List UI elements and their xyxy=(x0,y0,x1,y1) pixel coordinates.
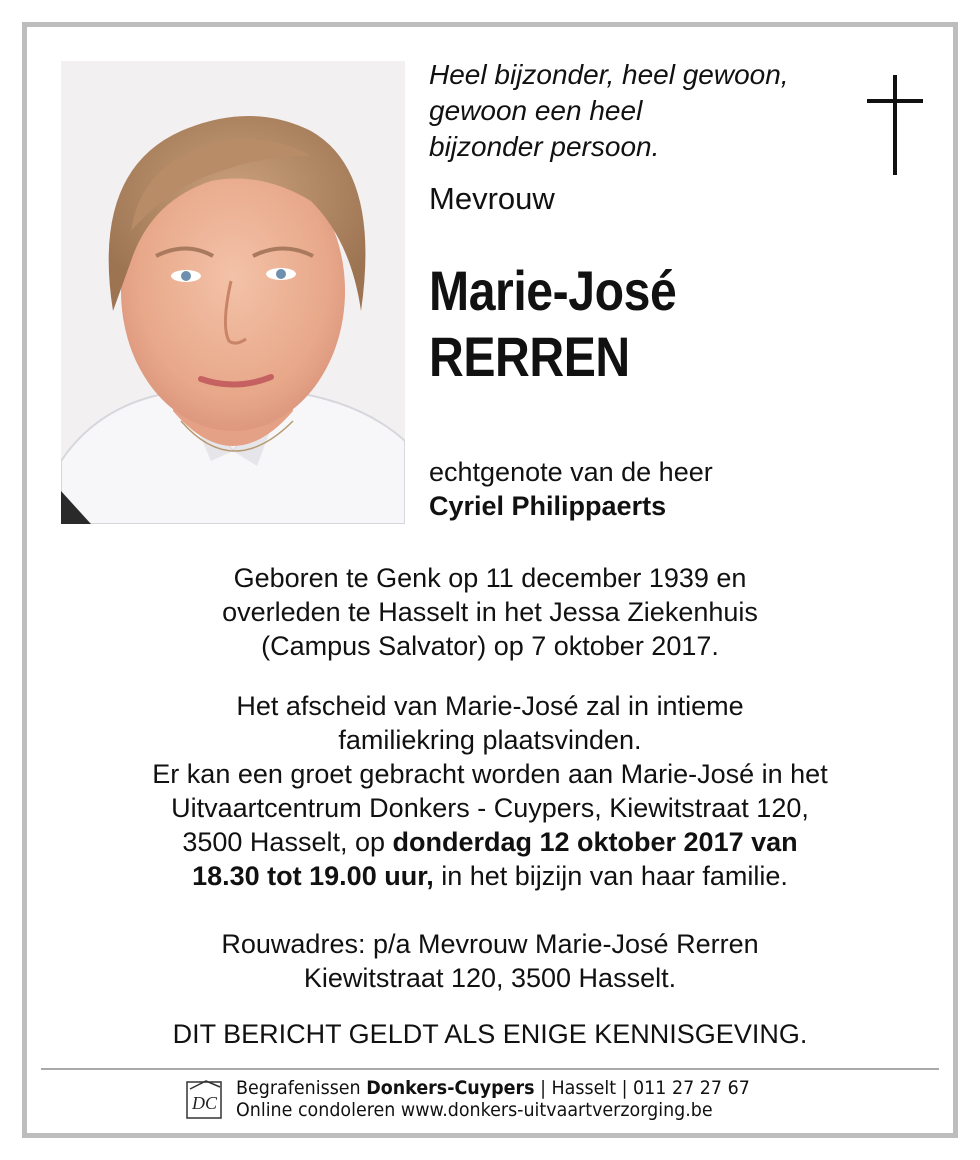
text-line: Uitvaartcentrum Donkers - Cuypers, Kiewitstraat 120, xyxy=(171,793,809,823)
funeral-home-name: Donkers-Cuypers xyxy=(365,1077,535,1099)
footer-text xyxy=(236,1077,750,1121)
funeral-home-logo-icon xyxy=(186,1079,222,1119)
footer-line-1 xyxy=(236,1077,750,1099)
svg-text:DC: DC xyxy=(191,1093,217,1113)
poem-line: bijzonder persoon. xyxy=(429,131,660,162)
text-line: familiekring plaatsvinden. xyxy=(338,725,642,755)
text-line xyxy=(27,859,953,893)
poem-line: gewoon een heel xyxy=(429,95,643,126)
footer-prefix: Begrafenissen xyxy=(235,1077,366,1099)
portrait-photo xyxy=(61,61,405,524)
footer xyxy=(27,1077,953,1121)
death-notice-card xyxy=(22,22,958,1138)
spouse-intro: echtgenote van de heer xyxy=(429,457,713,487)
poem-line: Heel bijzonder, heel gewoon, xyxy=(429,59,789,90)
portrait-illustration xyxy=(61,61,405,524)
spouse-name: Cyriel Philippaerts xyxy=(429,491,667,521)
birth-death-paragraph xyxy=(27,561,953,663)
text-line: Geboren te Genk op 11 december 1939 en xyxy=(233,563,747,593)
mourning-address xyxy=(27,927,953,995)
official-notice: DIT BERICHT GELDT ALS ENIGE KENNISGEVING. xyxy=(172,1019,808,1049)
cross-icon xyxy=(865,75,925,175)
text-line: Er kan een groet gebracht worden aan Marie-José in het xyxy=(152,759,828,789)
poem-quote xyxy=(429,57,789,165)
footer-divider xyxy=(41,1068,939,1070)
deceased-name xyxy=(429,259,676,389)
text-line: overleden te Hasselt in het Jessa Ziekenhuis xyxy=(222,597,758,627)
text-line: Kiewitstraat 120, 3500 Hasselt. xyxy=(303,963,677,993)
text-line: (Campus Salvator) op 7 oktober 2017. xyxy=(261,631,719,661)
footer-contact: | Hasselt | 011 27 27 67 xyxy=(534,1077,750,1099)
footer-line-2: Online condoleren www.donkers-uitvaartverzorging.be xyxy=(235,1099,713,1121)
farewell-paragraph xyxy=(27,689,953,893)
visitation-time: 18.30 tot 19.00 uur, xyxy=(192,861,434,891)
text-plain: in het bijzijn van haar familie. xyxy=(433,861,788,891)
first-name: Marie-José xyxy=(429,259,677,322)
title-prefix: Mevrouw xyxy=(429,181,555,216)
visitation-date: donderdag 12 oktober 2017 van xyxy=(392,827,798,857)
text-line xyxy=(27,825,953,859)
text-line: Het afscheid van Marie-José zal in intieme xyxy=(236,691,744,721)
spouse-info xyxy=(429,455,713,523)
last-name: RERREN xyxy=(429,325,630,388)
text-line: Rouwadres: p/a Mevrouw Marie-José Rerren xyxy=(221,929,759,959)
text-plain: 3500 Hasselt, op xyxy=(182,827,393,857)
